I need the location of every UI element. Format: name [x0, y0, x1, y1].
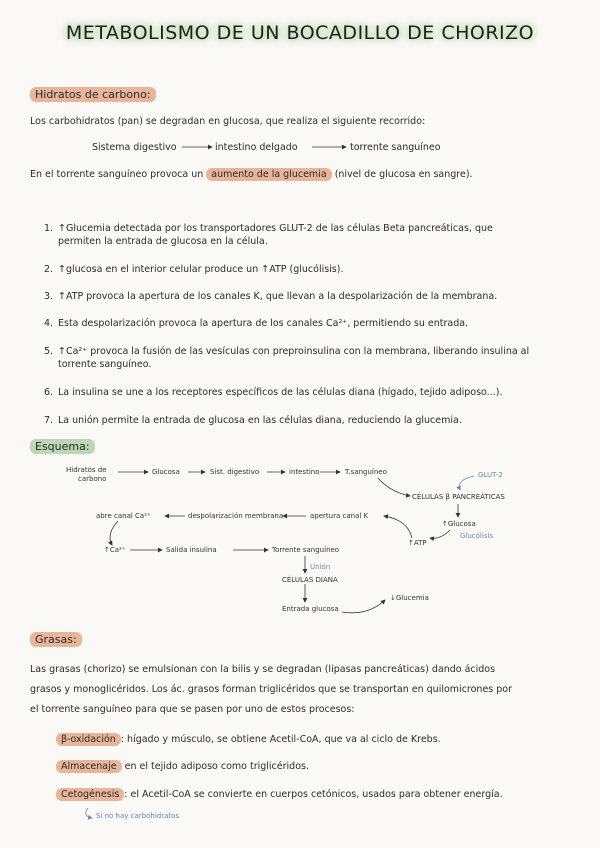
- fats-p1: Las grasas (chorizo) se emulsionan con la bilis y se degradan (lipasas pancreáticas) dando ácidos: [30, 664, 496, 675]
- carbs-heading: Hidratos de carbono:: [30, 87, 156, 102]
- step-5: 5. ↑Ca²⁺ provoca la fusión de las vesículas con preproinsulina con la membrana, liberando insulina al torrente sanguíneo.: [44, 346, 530, 370]
- dia-carbono: carbono: [78, 475, 107, 483]
- dia-entrada: Entrada glucosa: [282, 605, 339, 613]
- dia-glut: GLUT-2: [478, 471, 503, 479]
- carbs-intro: Los carbohidratos (pan) se degradan en glucosa, que realiza el siguiente recorrido:: [30, 116, 426, 127]
- fats-p3: el torrente sanguíneo para que se pasen por uno de estos procesos:: [30, 704, 355, 715]
- dia-down-glucemia: ↓Glucemia: [390, 594, 429, 602]
- dia-glucolisis: Glucólisis: [460, 532, 494, 540]
- dia-celulas-diana: CÉLULAS DIANA: [282, 576, 338, 584]
- route-b: intestino delgado: [215, 142, 298, 153]
- dia-apertura-k: apertura canal K: [310, 512, 369, 520]
- dia-torrente: Torrente sanguíneo: [272, 546, 340, 554]
- step-3: 3. ↑ATP provoca la apertura de los canales K, que llevan a la despolarización de la membrana.: [44, 291, 498, 302]
- fats-item-2-term: Almacenaje: [56, 760, 122, 773]
- dia-union: Unión: [310, 563, 331, 571]
- step-7: 7. La unión permite la entrada de glucosa en las células diana, reduciendo la glucemia.: [44, 415, 462, 426]
- dia-atp: ↑ATP: [408, 539, 427, 547]
- route-c: torrente sanguíneo: [350, 142, 441, 153]
- step-1: 1. ↑Glucemia detectada por los transportadores GLUT-2 de las células Beta pancreáticas, que permiten la entrada de glucosa en la célula.: [44, 223, 493, 247]
- line2-highlight: aumento de la glucemia: [206, 168, 331, 181]
- fats-heading: Grasas:: [30, 632, 82, 647]
- fats-item-3: [56, 789, 503, 800]
- fats-item-3-desc: : el Acetil-CoA se convierte en cuerpos cetónicos, usados para obtener energía.: [124, 789, 503, 800]
- fats-heading-wrap: [30, 633, 82, 646]
- step-6: 6. La insulina se une a los receptores específicos de las células diana (hígado, tejido adiposo...).: [44, 387, 503, 398]
- step-4: 4. Esta despolarización provoca la apertura de los canales Ca²⁺, permitiendo su entrada.: [44, 318, 469, 329]
- fats-item-1-desc: : hígado y músculo, se obtiene Acetil-CoA, que va al ciclo de Krebs.: [120, 734, 441, 745]
- dia-salida: Salida insulina: [166, 546, 217, 554]
- dia-up-glucosa: ↑Glucosa: [442, 520, 476, 528]
- dia-sist: Sist. digestivo: [210, 468, 260, 476]
- line2-pre: En el torrente sanguíneo provoca un: [30, 169, 204, 180]
- page-title: METABOLISMO DE UN BOCADILLO DE CHORIZO: [65, 22, 535, 44]
- dia-up-ca: ↑Ca²⁺: [104, 546, 126, 554]
- dia-celulas-b: CÉLULAS β PANCREÁTICAS: [412, 493, 505, 501]
- dia-hidratos: Hidratos de: [66, 466, 107, 474]
- fats-note: Si no hay carbohidratos: [96, 812, 180, 820]
- fats-item-2: [56, 761, 309, 772]
- dia-glucosa: Glucosa: [152, 468, 180, 476]
- fats-p2: grasos y monoglicéridos. Los ác. grasos forman triglicéridos que se transportan en quilomicrones por: [30, 684, 513, 695]
- line2-post: (nivel de glucosa en sangre).: [334, 169, 473, 180]
- fats-item-3-term: Cetogénesis: [56, 788, 124, 801]
- fats-item-1-term: β-oxidación: [56, 733, 121, 746]
- dia-intestino: intestino: [289, 468, 320, 476]
- scheme-heading: Esquema:: [30, 439, 95, 454]
- fats-item-1: [56, 734, 441, 745]
- dia-tsanguineo: T.sanguíneo: [345, 468, 387, 476]
- fats-item-2-desc: en el tejido adiposo como triglicéridos.: [121, 761, 309, 772]
- dia-despol: despolarización membrana: [188, 512, 284, 520]
- dia-abre-ca: abre canal Ca²⁺: [96, 512, 151, 520]
- route-a: Sistema digestivo: [92, 142, 177, 153]
- step-2: 2. ↑glucosa en el interior celular produce un ↑ATP (glucólisis).: [44, 264, 344, 275]
